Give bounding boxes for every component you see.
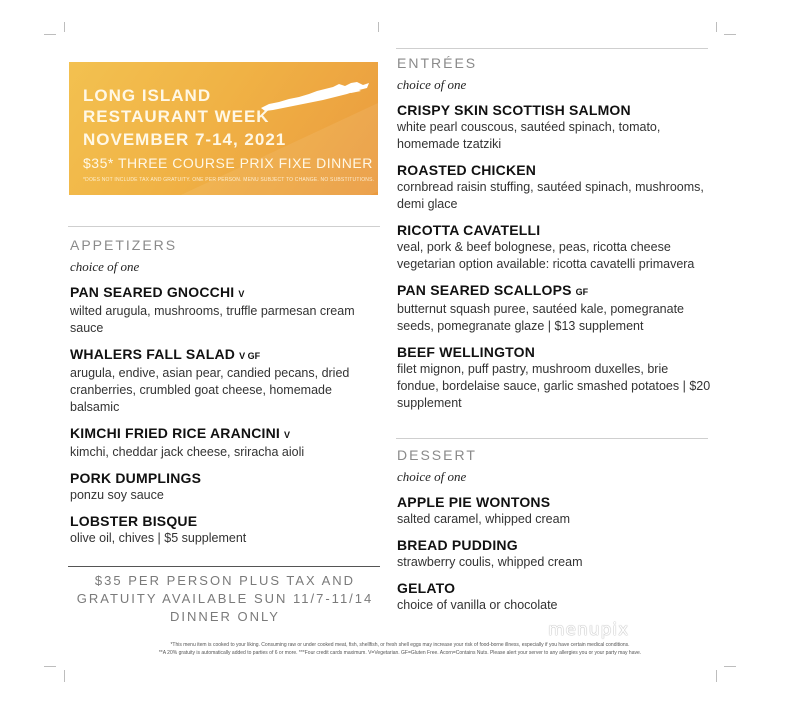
menu-item bbox=[397, 101, 712, 153]
banner-disclaimer: *DOES NOT INCLUDE TAX AND GRATUITY. ONE PER PERSON. MENU SUBJECT TO CHANGE. NO SUBSTITUTIONS. bbox=[83, 177, 375, 183]
price-note-line3: DINNER ONLY bbox=[170, 609, 280, 624]
entrees-choice: choice of one bbox=[397, 77, 467, 92]
fineprint-line1: *This menu item is cooked to your liking. Consuming raw or under cooked meat, fish, shellfish, or fresh shell eggs may increase your risk of food-borne illness, especially if you have certain medical conditions. bbox=[170, 642, 630, 648]
item-name: GELATO bbox=[397, 580, 456, 596]
crop-mark bbox=[378, 22, 379, 32]
appetizers-choice: choice of one bbox=[70, 259, 140, 274]
item-name: PORK DUMPLINGS bbox=[70, 470, 202, 486]
appetizers-section bbox=[70, 236, 382, 547]
crop-mark bbox=[44, 666, 56, 667]
crop-mark bbox=[44, 34, 56, 35]
item-description: white pearl couscous, sautéed spinach, tomato, homemade tzatziki bbox=[397, 120, 661, 151]
item-description: cornbread raisin stuffing, sautéed spinach, mushrooms, demi glace bbox=[397, 180, 704, 211]
item-description: olive oil, chives | $5 supplement bbox=[70, 531, 247, 545]
menu-item bbox=[397, 536, 712, 571]
crop-mark bbox=[64, 670, 65, 682]
price-note-rule bbox=[68, 566, 380, 567]
item-description: butternut squash puree, sautéed kale, pomegranate seeds, pomegranate glaze | $13 supplement bbox=[397, 302, 685, 333]
item-description: strawberry coulis, whipped cream bbox=[397, 555, 583, 569]
dessert-heading: DESSERT bbox=[397, 447, 477, 463]
dessert-rule bbox=[396, 438, 708, 439]
menu-item bbox=[397, 343, 712, 412]
item-name: WHALERS FALL SALAD bbox=[70, 346, 236, 362]
menu-item bbox=[70, 424, 382, 461]
diet-tag: V bbox=[284, 430, 291, 440]
entrees-rule bbox=[396, 48, 708, 49]
dessert-choice: choice of one bbox=[397, 469, 467, 484]
menu-item bbox=[397, 281, 712, 335]
menu-item bbox=[70, 345, 382, 416]
menu-item bbox=[70, 469, 382, 504]
crop-mark bbox=[724, 666, 736, 667]
item-description: ponzu soy sauce bbox=[70, 488, 164, 502]
item-description: filet mignon, puff pastry, mushroom duxelles, brie fondue, bordelaise sauce, garlic smashed potatoes | $20 supplement bbox=[397, 362, 711, 410]
banner-title-line1: LONG ISLAND bbox=[83, 86, 212, 105]
menu-item bbox=[397, 221, 712, 273]
item-description: veal, pork & beef bolognese, peas, ricotta cheese bbox=[397, 240, 671, 254]
crop-mark bbox=[64, 22, 65, 32]
item-name: BREAD PUDDING bbox=[397, 537, 518, 553]
appetizers-rule bbox=[68, 226, 380, 227]
item-description: kimchi, cheddar jack cheese, sriracha aioli bbox=[70, 445, 305, 459]
item-name: RICOTTA CAVATELLI bbox=[397, 222, 541, 238]
menu-item bbox=[397, 161, 712, 213]
dessert-section bbox=[397, 446, 712, 614]
item-description: wilted arugula, mushrooms, truffle parmesan cream sauce bbox=[70, 304, 355, 335]
menu-item bbox=[397, 579, 712, 614]
item-name: CRISPY SKIN SCOTTISH SALMON bbox=[397, 102, 631, 118]
crop-mark bbox=[716, 670, 717, 682]
item-name: ROASTED CHICKEN bbox=[397, 162, 537, 178]
item-description: choice of vanilla or chocolate bbox=[397, 598, 558, 612]
item-name: KIMCHI FRIED RICE ARANCINI bbox=[70, 425, 281, 441]
banner-price: $35* THREE COURSE PRIX FIXE DINNER bbox=[83, 155, 373, 171]
price-note bbox=[68, 572, 382, 626]
restaurant-week-banner bbox=[69, 62, 378, 195]
item-description: salted caramel, whipped cream bbox=[397, 512, 570, 526]
item-name: PAN SEARED SCALLOPS bbox=[397, 282, 572, 298]
item-name: APPLE PIE WONTONS bbox=[397, 494, 551, 510]
item-name: LOBSTER BISQUE bbox=[70, 513, 198, 529]
menu-item bbox=[70, 512, 382, 547]
price-note-line1: $35 PER PERSON PLUS TAX AND bbox=[94, 573, 356, 588]
item-description: arugula, endive, asian pear, candied pecans, dried cranberries, crumbled goat cheese, homemade balsamic bbox=[70, 366, 350, 414]
banner-title-line2: RESTAURANT WEEK bbox=[83, 107, 270, 126]
diet-tag: V GF bbox=[239, 351, 261, 361]
crop-mark bbox=[724, 34, 736, 35]
long-island-icon bbox=[259, 80, 371, 114]
entrees-section bbox=[397, 54, 712, 412]
price-note-line2: GRATUITY AVAILABLE SUN 11/7-11/14 bbox=[76, 591, 374, 606]
diet-tag: V bbox=[238, 289, 245, 299]
crop-mark bbox=[716, 22, 717, 32]
entrees-heading: ENTRÉES bbox=[397, 55, 478, 71]
fineprint-line2: **A 20% gratuity is automatically added to parties of 6 or more. ***Four credit cards maximum. V=Vegetarian. GF=Gluten Free. Acorn=Contains Nuts. Please alert your server to any allergies you or your party may have. bbox=[158, 650, 642, 656]
diet-tag: GF bbox=[575, 287, 589, 297]
item-name: BEEF WELLINGTON bbox=[397, 344, 536, 360]
menupix-watermark: menupix bbox=[548, 620, 630, 640]
appetizers-heading: APPETIZERS bbox=[70, 237, 178, 253]
banner-dates: NOVEMBER 7-14, 2021 bbox=[83, 130, 287, 149]
menu-item bbox=[397, 493, 712, 528]
item-vegetarian-option: vegetarian option available: ricotta cavatelli primavera bbox=[397, 257, 695, 271]
menu-item bbox=[70, 283, 382, 337]
item-name: PAN SEARED GNOCCHI bbox=[70, 284, 235, 300]
